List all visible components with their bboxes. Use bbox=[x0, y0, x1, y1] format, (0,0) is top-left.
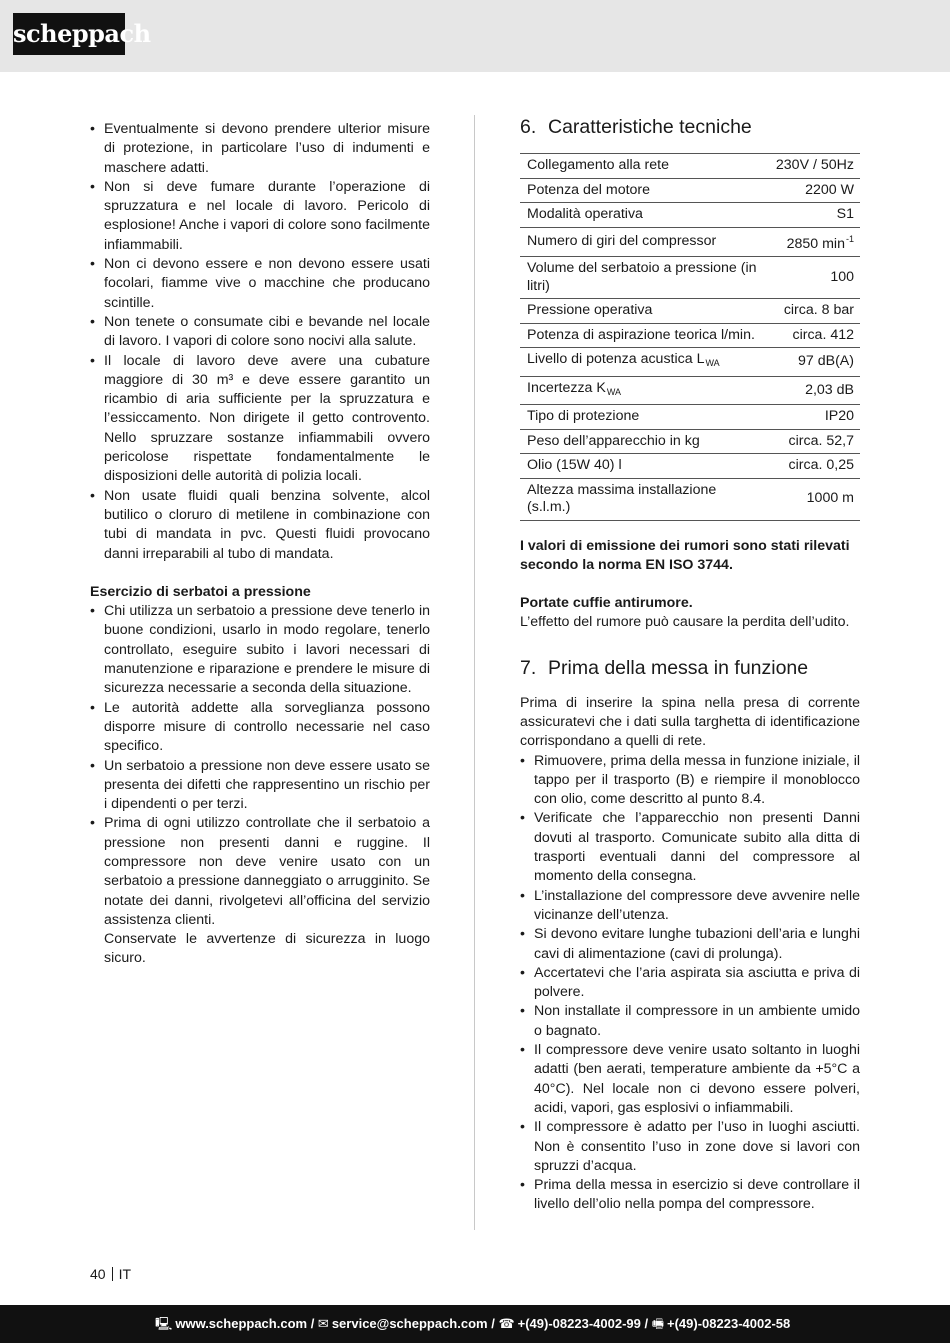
spec-label: Livello di potenza acustica L bbox=[527, 351, 705, 367]
list-item: • Il compressore deve venire usato soltanto in luoghi adatti (ben aerati, temperature ambiente da +5°C a 40°C). Nel locale non ci devono essere polveri, acidi, vapori, gas esplosivi o infiammabili. bbox=[520, 1041, 860, 1118]
spec-value: 1000 m bbox=[806, 490, 854, 507]
spec-value-cell bbox=[769, 227, 860, 257]
left-column bbox=[90, 120, 430, 969]
table-row bbox=[520, 454, 860, 479]
closing-note: Conservate le avvertenze di sicurezza in luogo sicuro. bbox=[104, 931, 430, 967]
spec-label-cell bbox=[520, 376, 769, 405]
spec-label-subscript: WA bbox=[606, 386, 622, 397]
spec-label: Olio (15W 40) l bbox=[527, 457, 622, 473]
phone-number: +(49)-08223-4002-99 bbox=[517, 1316, 641, 1331]
section-7-heading bbox=[520, 656, 860, 680]
table-row bbox=[520, 348, 860, 377]
page-number bbox=[90, 1265, 131, 1283]
startup-bullet-list bbox=[520, 752, 860, 1215]
spec-label: Collegamento alla rete bbox=[527, 157, 669, 173]
list-item: • Eventualmente si devono prendere ulterior misure di protezione, in particolare l’uso di indumenti e maschere adatti. bbox=[90, 120, 430, 178]
spec-label: Altezza massima installazione (s.l.m.) bbox=[527, 481, 717, 515]
separator: / bbox=[640, 1316, 652, 1331]
pressure-vessel-subheading: Esercizio di serbatoi a pressione bbox=[90, 583, 311, 600]
list-item: • Chi utilizza un serbatoio a pressione deve tenerlo in buone condizioni, usarlo in modo regolare, tenerlo controllato, eseguire subito i lavori necessari di manutenzione e riparazione e prendere le misure di sicurezza necessarie a seconda della situazione. bbox=[90, 602, 430, 698]
safety-bullet-list bbox=[90, 120, 430, 564]
computer-icon: 🖳 bbox=[155, 1316, 173, 1331]
website-link[interactable]: www.scheppach.com bbox=[175, 1316, 308, 1331]
spec-label-subscript: WA bbox=[705, 358, 720, 368]
list-item: • Il compressore è adatto per l’uso in luoghi asciutti. Non è consentito l’uso in zone dove si lavori con spruzzi d’acqua. bbox=[520, 1118, 860, 1176]
list-item: • Rimuovere, prima della messa in funzione iniziale, il tappo per il trasporto (B) e riempire il monoblocco con olio, come descritto al punto 8.4. bbox=[520, 752, 860, 810]
section-7-intro: Prima di inserire la spina nella presa di corrente assicuratevi che i dati sulla targhetta di identificazione corrispondano a quelli di rete. bbox=[520, 694, 860, 750]
language-code: IT bbox=[118, 1266, 132, 1282]
mail-icon: ✉ bbox=[317, 1316, 329, 1331]
table-row bbox=[520, 376, 860, 405]
spec-value: circa. 8 bar bbox=[783, 302, 854, 318]
list-item: • Il locale di lavoro deve avere una cubature maggiore di 30 m³ e deve essere garantito un ricambio di aria sufficiente per la spruzzatura e l’essiccamento. Non dirigete il getto controvento. Nello spruzzare sostanze infiammabili ovvero pericolose rispettate fondamentalmente le disposizioni delle autorità di polizia locali. bbox=[90, 352, 430, 487]
list-item: • Non tenete o consumate cibi e bevande nel locale di lavoro. I vapori di colore sono nocivi alla salute. bbox=[90, 313, 430, 352]
spec-value: 230V / 50Hz bbox=[775, 157, 854, 173]
spec-label-cell bbox=[520, 348, 769, 377]
spec-label: Incertezza K bbox=[527, 379, 606, 396]
email-link[interactable]: service@scheppach.com bbox=[331, 1316, 488, 1331]
spec-value-superscript: -1 bbox=[845, 233, 854, 244]
separator: / bbox=[487, 1316, 499, 1331]
spec-value: 2,03 dB bbox=[805, 381, 854, 398]
spec-value: 97 dB(A) bbox=[798, 353, 854, 369]
spec-value: circa. 412 bbox=[792, 326, 854, 343]
list-item: • Verificate che l’apparecchio non presenti Danni dovuti al trasporto. Comunicate subito alla ditta di trasporti eventuali danni del compressore al momento della consegna. bbox=[520, 809, 860, 886]
spec-label: Volume del serbatoio a pressione (in litri) bbox=[527, 260, 757, 294]
ear-protection-notice: Portate cuffie antirumore. bbox=[520, 595, 693, 612]
spec-value: circa. 52,7 bbox=[788, 432, 854, 449]
spec-value: 2850 min bbox=[786, 235, 845, 252]
spec-value: 100 bbox=[830, 268, 854, 285]
page-footer bbox=[0, 1305, 950, 1343]
section-title: Prima della messa in funzione bbox=[548, 656, 809, 679]
list-item: • Non ci devono essere e non devono essere usati focolari, fiamme vive o macchine che producano scintille. bbox=[90, 255, 430, 313]
page-header bbox=[0, 0, 950, 72]
pressure-vessel-bullet-list bbox=[90, 602, 430, 930]
list-item: • Si devono evitare lunghe tubazioni dell’aria e lunghi cavi di alimentazione (cavi di prolunga). bbox=[520, 925, 860, 964]
spec-label: Numero di giri del compressor bbox=[527, 233, 717, 249]
scheppach-logo: scheppach bbox=[13, 13, 125, 55]
table-row bbox=[520, 429, 860, 454]
specifications-table bbox=[520, 153, 860, 521]
table-row bbox=[520, 178, 860, 203]
right-column bbox=[520, 115, 860, 1215]
table-row bbox=[520, 323, 860, 348]
section-number: 6. bbox=[520, 116, 537, 138]
list-item: • Prima della messa in esercizio si deve controllare il livello dell’olio nella pompa del compressore. bbox=[520, 1176, 860, 1215]
spec-label: Pressione operativa bbox=[527, 302, 653, 318]
list-item: • Accertatevi che l’aria aspirata sia asciutta e priva di polvere. bbox=[520, 964, 860, 1003]
page-number-divider bbox=[112, 1267, 113, 1281]
contact-line bbox=[155, 1315, 790, 1333]
list-item: • Non installate il compressore in un ambiente umido o bagnato. bbox=[520, 1002, 860, 1041]
list-item: • Le autorità addette alla sorveglianza possono disporre misure di controllo necessarie nel caso specifico. bbox=[90, 699, 430, 757]
spec-value: S1 bbox=[836, 206, 854, 222]
section-number: 7. bbox=[520, 656, 537, 679]
spec-label: Potenza del motore bbox=[527, 181, 651, 198]
fax-number: +(49)-08223-4002-58 bbox=[667, 1316, 791, 1331]
spec-label: Modalità operativa bbox=[527, 206, 643, 222]
phone-icon: ☎ bbox=[498, 1316, 515, 1331]
spec-label: Peso dell’apparecchio in kg bbox=[527, 432, 700, 449]
column-divider bbox=[474, 115, 475, 1230]
spec-label: Potenza di aspirazione teorica l/min. bbox=[527, 326, 755, 343]
fax-icon: 🖷 bbox=[651, 1316, 664, 1331]
table-row bbox=[520, 203, 860, 228]
noise-effect-text: L’effetto del rumore può causare la perdita dell’udito. bbox=[520, 614, 850, 631]
list-item: • L’installazione del compressore deve avvenire nelle vicinanze dell’utenza. bbox=[520, 887, 860, 926]
table-row bbox=[520, 478, 860, 520]
spec-label: Tipo di protezione bbox=[527, 408, 640, 424]
table-row bbox=[520, 299, 860, 324]
list-item: • Non si deve fumare durante l’operazione di spruzzatura e nel locale di lavoro. Pericolo di esplosione! Anche i vapori di colore sono facilmente infiammabili. bbox=[90, 178, 430, 255]
table-row bbox=[520, 405, 860, 430]
list-item: • Non usate fluidi quali benzina solvente, alcol butilico o cloruro di metilene in combinazione con tubi di mandata in pvc. Questi fluidi provocano danni irreparabili al tubo di mandata. bbox=[90, 487, 430, 564]
spec-value: 2200 W bbox=[805, 181, 854, 198]
table-row bbox=[520, 154, 860, 179]
page-number-value: 40 bbox=[90, 1266, 106, 1282]
spec-value: IP20 bbox=[824, 408, 854, 424]
section-title: Caratteristiche tecniche bbox=[548, 116, 752, 138]
list-item: • Prima di ogni utilizzo controllate che il serbatoio a pressione non presenti danni e ruggine. Il compressore non deve venire usato con un serbatoio a pressione danneggiato o arrugginito. Se notate dei danni, rivolgetevi all’officina del servizio assistenza clienti. bbox=[90, 814, 430, 930]
table-row bbox=[520, 257, 860, 299]
spec-value: circa. 0,25 bbox=[788, 457, 854, 473]
noise-emission-notice: I valori di emissione dei rumori sono stati rilevati secondo la norma EN ISO 3744. bbox=[520, 537, 850, 573]
separator: / bbox=[307, 1316, 318, 1331]
list-item: • Un serbatoio a pressione non deve essere usato se presenta dei difetti che rappresentino un rischio per i dipendenti o per terzi. bbox=[90, 757, 430, 815]
section-6-heading bbox=[520, 115, 860, 139]
table-row bbox=[520, 227, 860, 257]
